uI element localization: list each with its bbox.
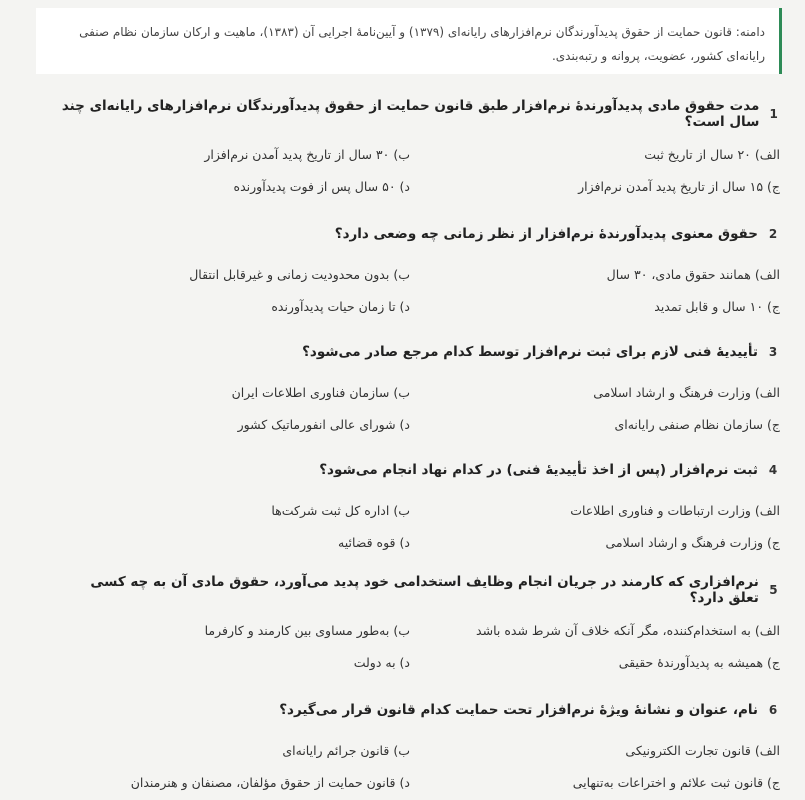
option-c[interactable] [430,526,780,558]
question-3 [60,338,780,440]
question-number: 5 [769,583,778,597]
option-key: د) [399,654,410,670]
option-text: قانون حمایت از حقوق مؤلفان، مصنفان و هنرمندان [130,774,396,790]
option-key: ج) [767,654,780,670]
option-key: ج) [767,416,780,432]
option-key: ب) [393,146,410,162]
option-d[interactable] [60,766,410,798]
question-title [60,220,780,248]
question-number: 6 [768,703,778,717]
option-key: ج) [767,774,780,790]
option-key: د) [399,774,410,790]
option-text: اداره کل ثبت شرکت‌ها [271,502,390,518]
option-c[interactable] [430,170,780,202]
option-text: ۱۰ سال و قابل تمدید [654,298,764,314]
options-grid [60,494,780,558]
question-title [60,696,780,724]
options-grid [60,376,780,440]
option-text: قوه قضائیه [338,534,396,550]
options-grid [60,138,780,202]
option-text: ۱۵ سال از تاریخ پدید آمدن نرم‌افزار [578,178,764,194]
option-text: وزارت فرهنگ و ارشاد اسلامی [593,384,751,400]
option-key: الف) [754,266,780,282]
option-text: سازمان نظام صنفی رایانه‌ای [614,416,764,432]
option-key: د) [399,534,410,550]
question-title [60,100,780,128]
option-text: همیشه به پدیدآورندهٔ حقیقی [618,654,764,670]
option-d[interactable] [60,290,410,322]
question-text: حقوق معنوی پدیدآورندهٔ نرم‌افزار از نظر زمانی چه وضعی دارد؟ [334,226,758,242]
question-text: نام، عنوان و نشانهٔ ویژهٔ نرم‌افزار تحت حمایت کدام قانون قرار می‌گیرد؟ [279,702,758,718]
option-c[interactable] [430,408,780,440]
option-text: تا زمان حیات پدیدآورنده [271,298,396,314]
option-key: ج) [767,534,780,550]
option-text: ۲۰ سال از تاریخ ثبت [644,146,751,162]
option-d[interactable] [60,646,410,678]
option-text: قانون جرائم رایانه‌ای [282,742,390,758]
options-grid [60,614,780,678]
question-2 [60,220,780,322]
option-key: الف) [754,146,780,162]
option-text: بدون محدودیت زمانی و غیرقابل انتقال [189,266,390,282]
option-key: ب) [393,384,410,400]
option-text: به‌طور مساوی بین کارمند و کارفرما [204,622,390,638]
question-title [60,456,780,484]
question-text: مدت حقوق مادی پدیدآورندهٔ نرم‌افزار طبق قانون حمایت از حقوق پدیدآورندگان نرم‌افزارهای رایانه‌ای چند سال است؟ [61,98,760,130]
option-text: همانند حقوق مادی، ۳۰ سال [606,266,751,282]
option-key: ب) [393,742,410,758]
option-b[interactable] [60,494,410,526]
question-1 [60,100,780,202]
option-b[interactable] [60,138,410,170]
option-text: وزارت فرهنگ و ارشاد اسلامی [605,534,764,550]
question-6 [60,696,780,798]
option-a[interactable] [430,614,780,646]
option-text: قانون تجارت الکترونیکی [625,742,751,758]
option-text: وزارت ارتباطات و فناوری اطلاعات [570,502,751,518]
option-text: قانون ثبت علائم و اختراعات به‌تنهایی [572,774,764,790]
option-a[interactable] [430,494,780,526]
options-grid [60,734,780,798]
question-title [60,338,780,366]
question-4 [60,456,780,558]
option-d[interactable] [60,170,410,202]
option-key: الف) [754,502,780,518]
option-b[interactable] [60,614,410,646]
option-key: ج) [767,178,780,194]
question-number: 2 [768,227,778,241]
option-key: ب) [393,266,410,282]
option-key: د) [399,178,410,194]
options-grid [60,258,780,322]
option-a[interactable] [430,376,780,408]
option-key: د) [399,416,410,432]
option-key: الف) [754,384,780,400]
option-text: ۵۰ سال پس از فوت پدیدآورنده [233,178,396,194]
question-title [60,576,780,604]
question-text: ثبت نرم‌افزار (پس از اخذ تأییدیهٔ فنی) در کدام نهاد انجام می‌شود؟ [319,462,758,478]
question-number: 4 [768,463,778,477]
option-key: الف) [754,622,780,638]
option-b[interactable] [60,376,410,408]
option-d[interactable] [60,526,410,558]
option-c[interactable] [430,290,780,322]
option-key: ب) [393,622,410,638]
option-a[interactable] [430,258,780,290]
option-text: سازمان فناوری اطلاعات ایران [231,384,390,400]
option-key: ج) [767,298,780,314]
option-c[interactable] [430,646,780,678]
question-text: تأییدیهٔ فنی لازم برای ثبت نرم‌افزار توسط کدام مرجع صادر می‌شود؟ [302,344,758,360]
scope-text: دامنه: قانون حمایت از حقوق پدیدآورندگان نرم‌افزارهای رایانه‌ای (۱۳۷۹) و آیین‌نامهٔ اجرایی آن (۱۳۸۳)، ماهیت و ارکان سازمان نظام صنفی رایانه‌ای کشور، عضویت، پروانه و رتبه‌بندی. [79,25,765,63]
option-key: الف) [754,742,780,758]
scope-note [36,8,782,74]
question-5 [60,576,780,678]
option-a[interactable] [430,734,780,766]
question-number: 1 [769,107,778,121]
option-c[interactable] [430,766,780,798]
option-b[interactable] [60,734,410,766]
option-text: ۳۰ سال از تاریخ پدید آمدن نرم‌افزار [204,146,390,162]
option-d[interactable] [60,408,410,440]
option-key: ب) [393,502,410,518]
option-a[interactable] [430,138,780,170]
question-text: نرم‌افزاری که کارمند در جریان انجام وظایف استخدامی خود پدید می‌آورد، حقوق مادی آن به چه کسی تعلق دارد؟ [90,574,759,606]
option-key: د) [399,298,410,314]
option-text: به دولت [353,654,396,670]
option-text: شورای عالی انفورماتیک کشور [237,416,396,432]
question-number: 3 [768,345,778,359]
option-b[interactable] [60,258,410,290]
option-text: به استخدام‌کننده، مگر آنکه خلاف آن شرط شده باشد [476,622,751,638]
